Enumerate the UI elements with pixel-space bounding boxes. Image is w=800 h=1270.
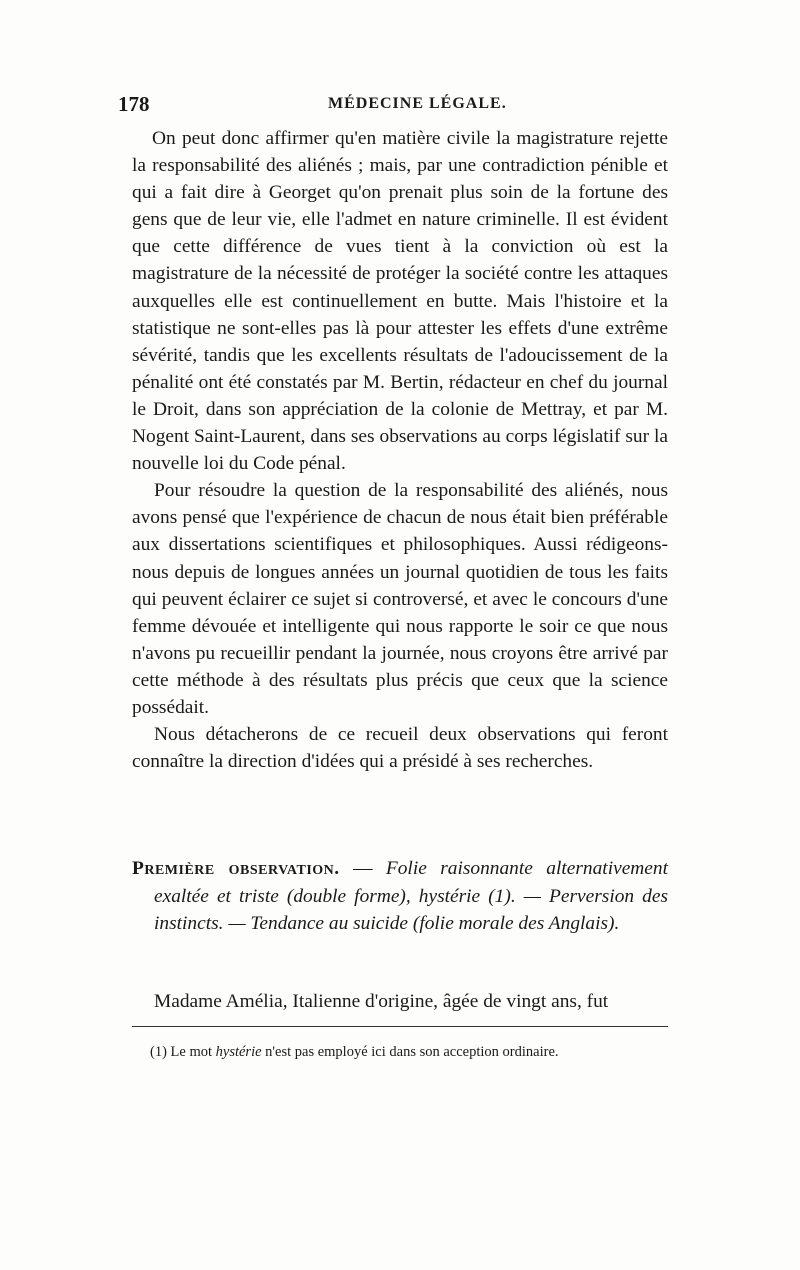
observation-title: Folie raisonnante alternativement exaltée et triste (double forme), hystérie (1). — Perversion des instincts. — Tendance au suicide (folie morale des Anglais). [154, 858, 668, 934]
page-header [118, 92, 668, 122]
footnote-marker: (1) Le mot [150, 1044, 216, 1060]
footnote [132, 1042, 668, 1062]
paragraph-2: Pour résoudre la question de la responsabilité des aliénés, nous avons pensé que l'expérience de chacun de nous était bien préférable aux dissertations scientifiques et philosophiques. Aussi rédigeons-nous depuis de longues années un journal quotidien de tous les faits qui peuvent éclairer ce sujet si controversé, et avec le concours d'une femme dévouée et intelligente qui nous rapporte le soir ce que nous n'avons pu recueillir pendant la journée, nous croyons être arrivé par cette méthode à des résultats plus précis que ceux que la science possédait. [132, 480, 668, 718]
paragraph-3: Nous détacherons de ce recueil deux observations qui feront connaître la direction d'idées qui a présidé à ses recherches. [132, 724, 668, 773]
footnote-rule [132, 1026, 668, 1027]
main-text [132, 125, 668, 775]
running-head: MÉDECINE LÉGALE. [328, 95, 507, 112]
paragraph-1: On peut donc affirmer qu'en matière civile la magistrature rejette la responsabilité des aliénés ; mais, par une contradiction pénible et qui a fait dire à Georget qu'on prenait plus soin de la fortune des gens que de leur vie, elle l'admet en nature criminelle. Il est évident que cette différence de vues tient à la conviction où est la magistrature de la nécessité de protéger la société contre les attaques auxquelles elle est continuellement en butte. Mais l'histoire et la statistique ne sont-elles pas là pour attester les effets d'une extrême sévérité, tandis que les excellents résultats de l'adoucissement de la pénalité ont été constatés par M. Bertin, rédacteur en chef du journal le Droit, dans son appréciation de la colonie de Mettray, et par M. Nogent Saint-Laurent, dans ses observations au corps législatif sur la nouvelle loi du Code pénal. [132, 128, 668, 475]
paragraph-4-start: Madame Amélia, Italienne d'origine, âgée de vingt ans, fut [154, 991, 609, 1012]
observation-label: Première observation. [132, 858, 340, 879]
page-number: 178 [118, 92, 150, 116]
footnote-text: n'est pas employé ici dans son acception ordinaire. [261, 1044, 559, 1060]
footnote-italic-word: hystérie [215, 1044, 262, 1060]
observation-dash: — [339, 858, 386, 879]
observation-heading [132, 855, 668, 938]
observation-block [132, 855, 668, 938]
